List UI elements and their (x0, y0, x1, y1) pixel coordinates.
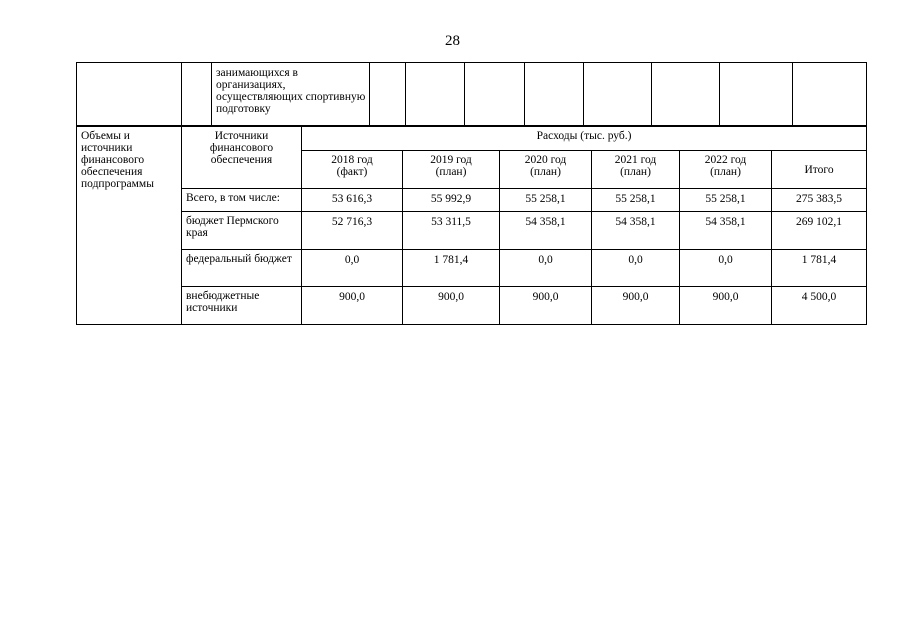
value-cell: 54 358,1 (500, 212, 592, 250)
empty-cell (793, 63, 867, 126)
value-cell: 4 500,0 (772, 287, 867, 325)
table-row (77, 287, 867, 325)
value-cell: 0,0 (680, 250, 772, 287)
value-cell: 53 311,5 (403, 212, 500, 250)
value-cell: 1 781,4 (403, 250, 500, 287)
value-cell: 269 102,1 (772, 212, 867, 250)
value-cell: 54 358,1 (680, 212, 772, 250)
table-row (77, 212, 867, 250)
year-header: 2018 год (факт) (302, 151, 403, 189)
year-header: 2021 год (план) (592, 151, 680, 189)
page-number: 28 (445, 33, 460, 49)
total-header: Итого (772, 151, 867, 189)
empty-cell (525, 63, 584, 126)
value-cell: 53 616,3 (302, 189, 403, 212)
source-label: федеральный бюджет (182, 250, 302, 287)
empty-cell (370, 63, 406, 126)
value-cell: 900,0 (302, 287, 403, 325)
indicator-text: занимающихся в организациях, осуществляющих спортивную подготовку (212, 63, 370, 126)
value-cell: 0,0 (302, 250, 403, 287)
empty-cell (720, 63, 793, 126)
value-cell: 900,0 (592, 287, 680, 325)
value-cell: 55 258,1 (500, 189, 592, 212)
value-cell: 55 258,1 (592, 189, 680, 212)
value-cell: 900,0 (500, 287, 592, 325)
source-label: бюджет Пермского края (182, 212, 302, 250)
table-row (77, 250, 867, 287)
expenses-header: Расходы (тыс. руб.) (302, 127, 867, 151)
source-label: внебюджетные источники (182, 287, 302, 325)
sources-header: Источники финансового обеспечения (182, 127, 302, 189)
value-cell: 52 716,3 (302, 212, 403, 250)
year-header: 2019 год (план) (403, 151, 500, 189)
year-header: 2022 год (план) (680, 151, 772, 189)
row-label: Объемы и источники финансового обеспечения подпрограммы (77, 127, 182, 325)
value-cell: 0,0 (500, 250, 592, 287)
value-cell: 900,0 (403, 287, 500, 325)
empty-cell (652, 63, 720, 126)
empty-cell (406, 63, 465, 126)
indicator-continuation-table (76, 62, 867, 126)
value-cell: 900,0 (680, 287, 772, 325)
empty-cell (182, 63, 212, 126)
value-cell: 275 383,5 (772, 189, 867, 212)
financing-table (76, 126, 867, 325)
empty-cell (584, 63, 652, 126)
value-cell: 54 358,1 (592, 212, 680, 250)
value-cell: 55 258,1 (680, 189, 772, 212)
value-cell: 55 992,9 (403, 189, 500, 212)
empty-cell (77, 63, 182, 126)
value-cell: 0,0 (592, 250, 680, 287)
empty-cell (465, 63, 525, 126)
table-row (77, 189, 867, 212)
year-header: 2020 год (план) (500, 151, 592, 189)
source-label: Всего, в том числе: (182, 189, 302, 212)
value-cell: 1 781,4 (772, 250, 867, 287)
